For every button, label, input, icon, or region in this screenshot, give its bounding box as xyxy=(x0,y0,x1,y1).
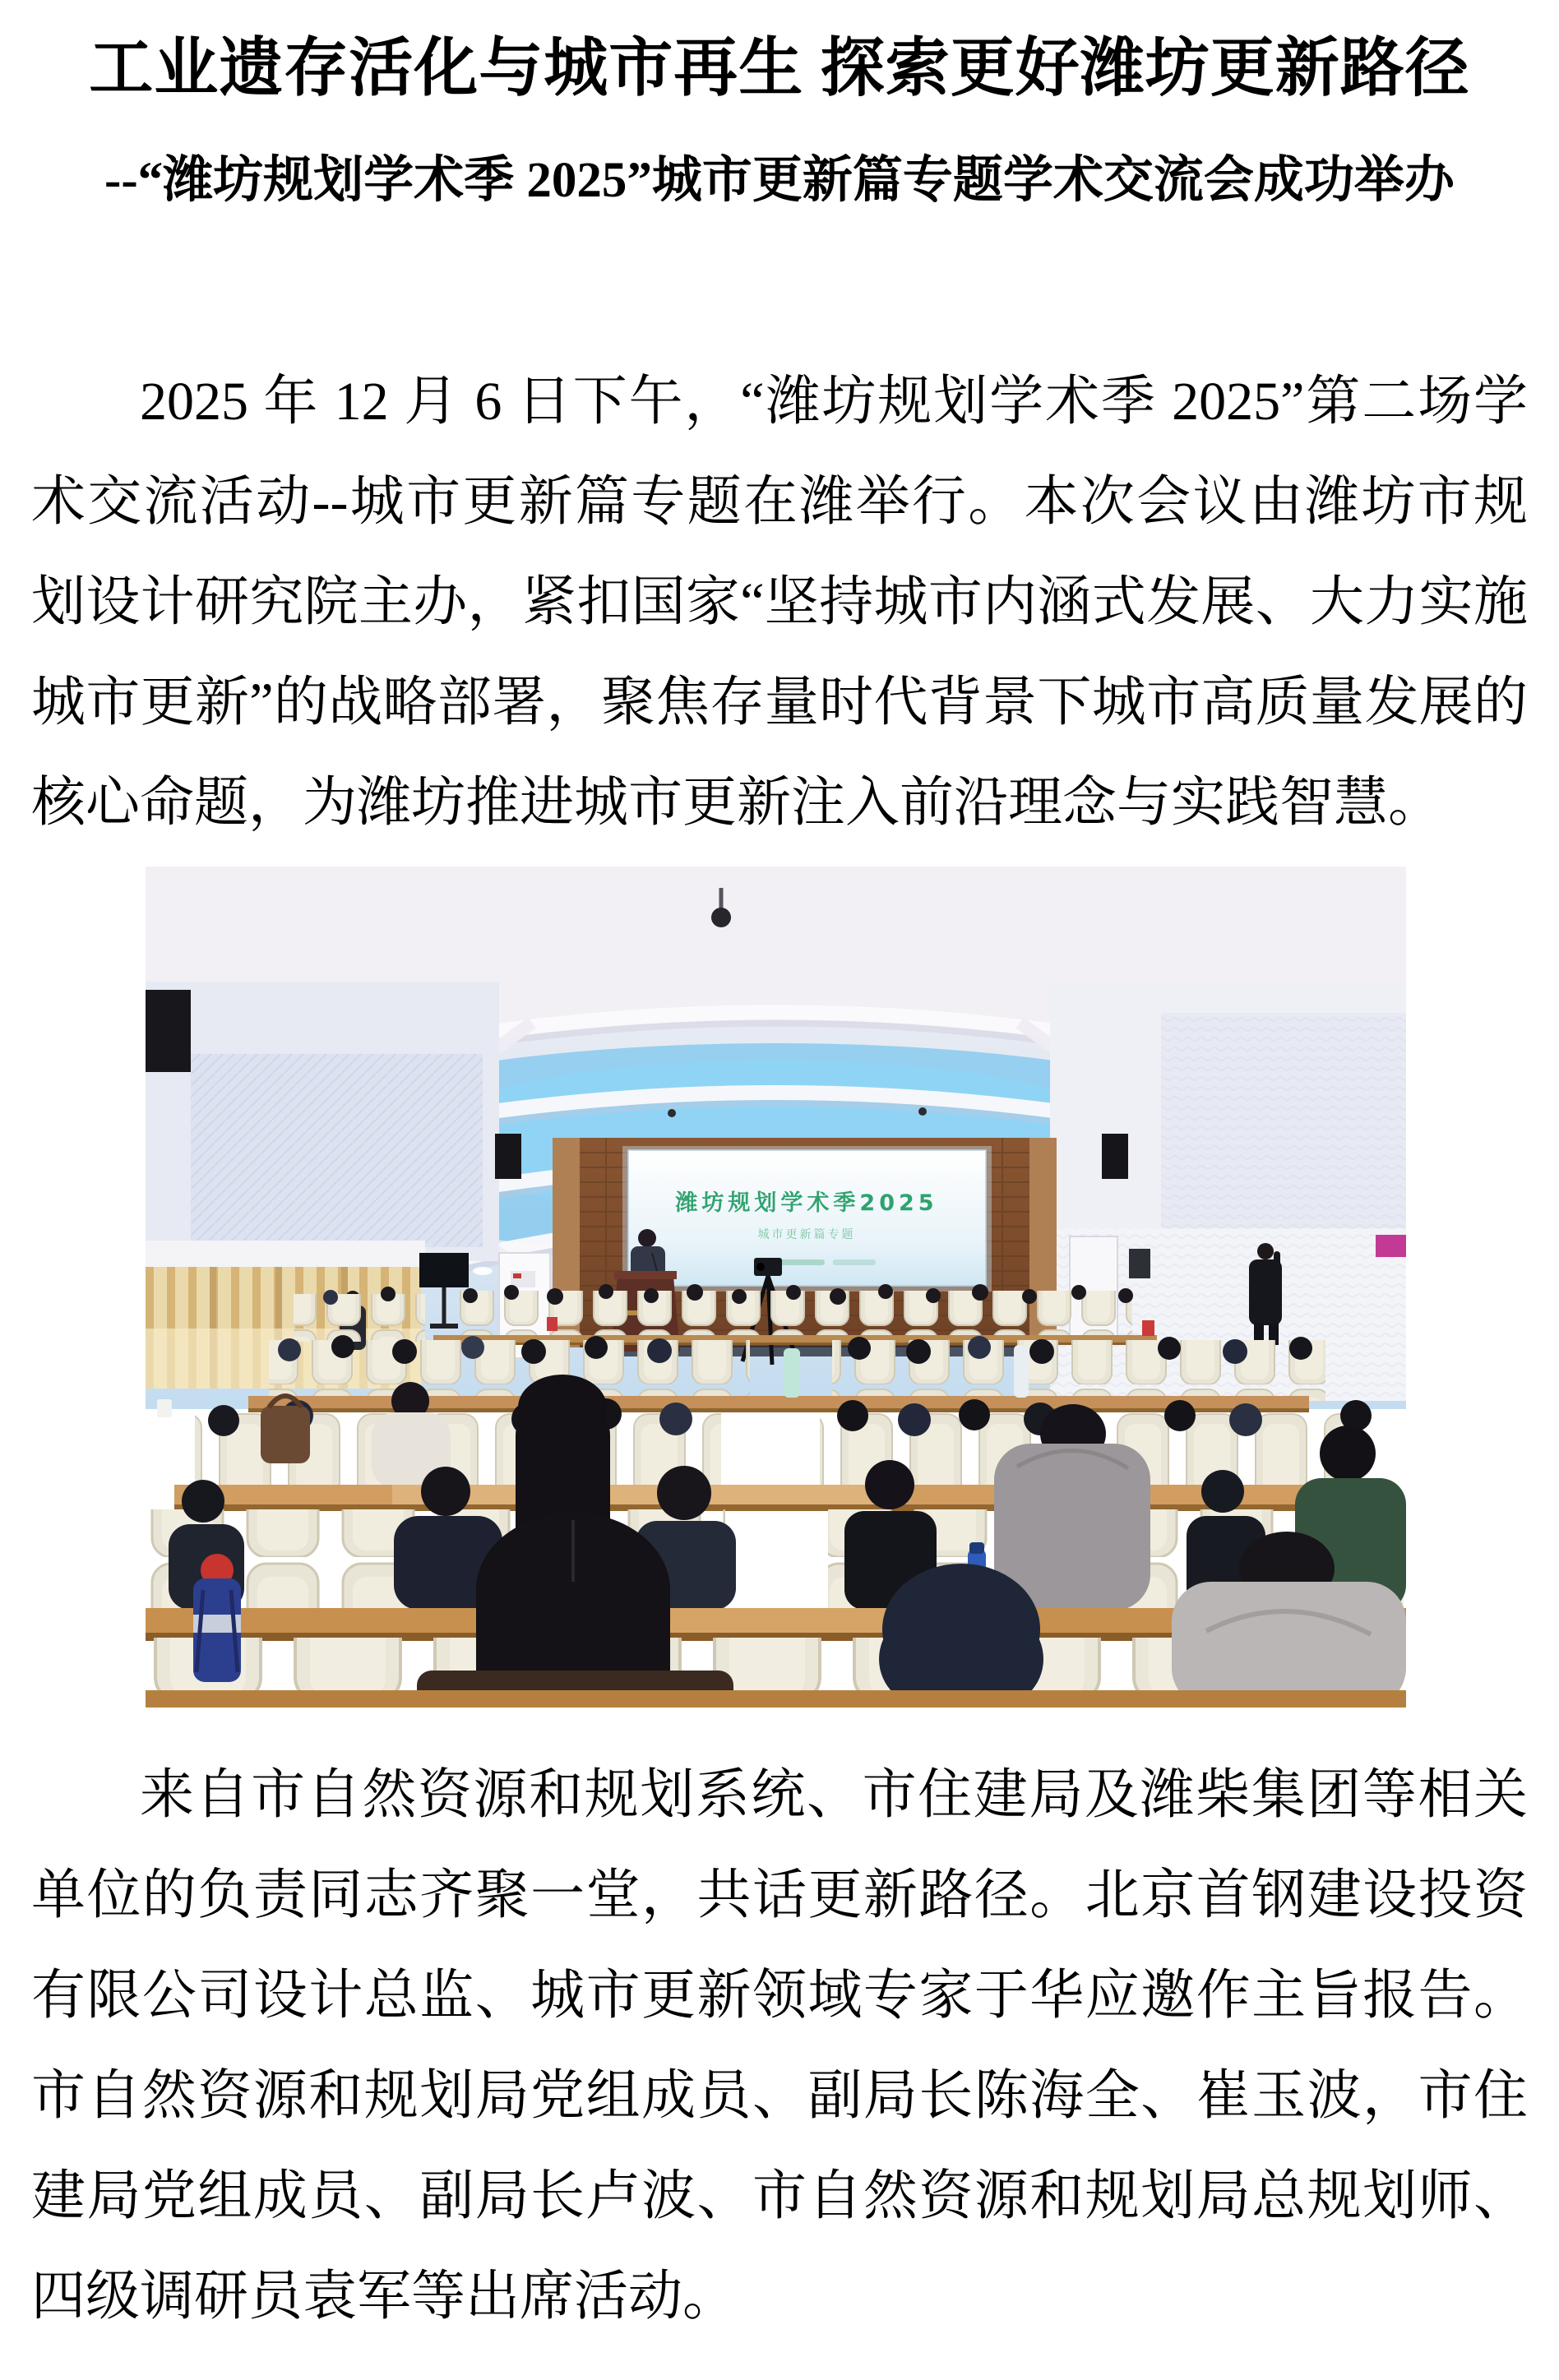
paper-cup xyxy=(157,1399,172,1417)
screen-subtitle: 城市更新篇专题 xyxy=(757,1227,856,1241)
paragraph-1: 2025 年 12 月 6 日下午，“潍坊规划学术季 2025”第二场学术交流活动--城市更新篇专题在潍举行。本次会议由潍坊市规划设计研究院主办，紧扣国家“坚持城市内涵式发展、大力实施城市更新”的战略部署，聚焦存量时代背景下城市高质量发展的核心命题，为潍坊推进城市更新注入前沿理念与实践智慧。 xyxy=(31,371,1528,833)
pink-sign xyxy=(1376,1235,1406,1257)
conference-photo-illustration xyxy=(146,867,1406,1708)
red-cup xyxy=(547,1317,557,1331)
projection-screen xyxy=(622,1146,992,1292)
speaker-head xyxy=(638,1229,656,1247)
screen-title: 潍坊规划学术季2025 xyxy=(675,1190,938,1216)
stage-speaker-right-icon xyxy=(1102,1134,1128,1179)
handbag-on-chair xyxy=(261,1396,310,1463)
article-subtitle: --“潍坊规划学术季 2025”城市更新篇专题学术交流会成功举办 xyxy=(104,152,1455,208)
white-thermos xyxy=(1014,1345,1029,1398)
red-cup xyxy=(1142,1320,1154,1336)
mint-thermos xyxy=(784,1348,800,1398)
conference-photo xyxy=(146,867,1406,1708)
wall-speaker-icon xyxy=(146,990,191,1072)
article-title: 工业遗存活化与城市再生 探索更好潍坊更新路径 xyxy=(89,32,1470,104)
paragraph-2: 来自市自然资源和规划系统、市住建局及潍柴集团等相关单位的负责同志齐聚一堂，共话更新路径。北京首钢建设投资有限公司设计总监、城市更新领域专家于华应邀作主旨报告。市自然资源和规划局党组成员、副局长陈海全、崔玉波，市住建局党组成员、副局长卢波、市自然资源和规划局总规划师、四级调研员袁军等出席活动。 xyxy=(31,1764,1528,2327)
stage-speaker-left-icon xyxy=(495,1134,521,1179)
person-navy-hood xyxy=(879,1564,1043,1708)
